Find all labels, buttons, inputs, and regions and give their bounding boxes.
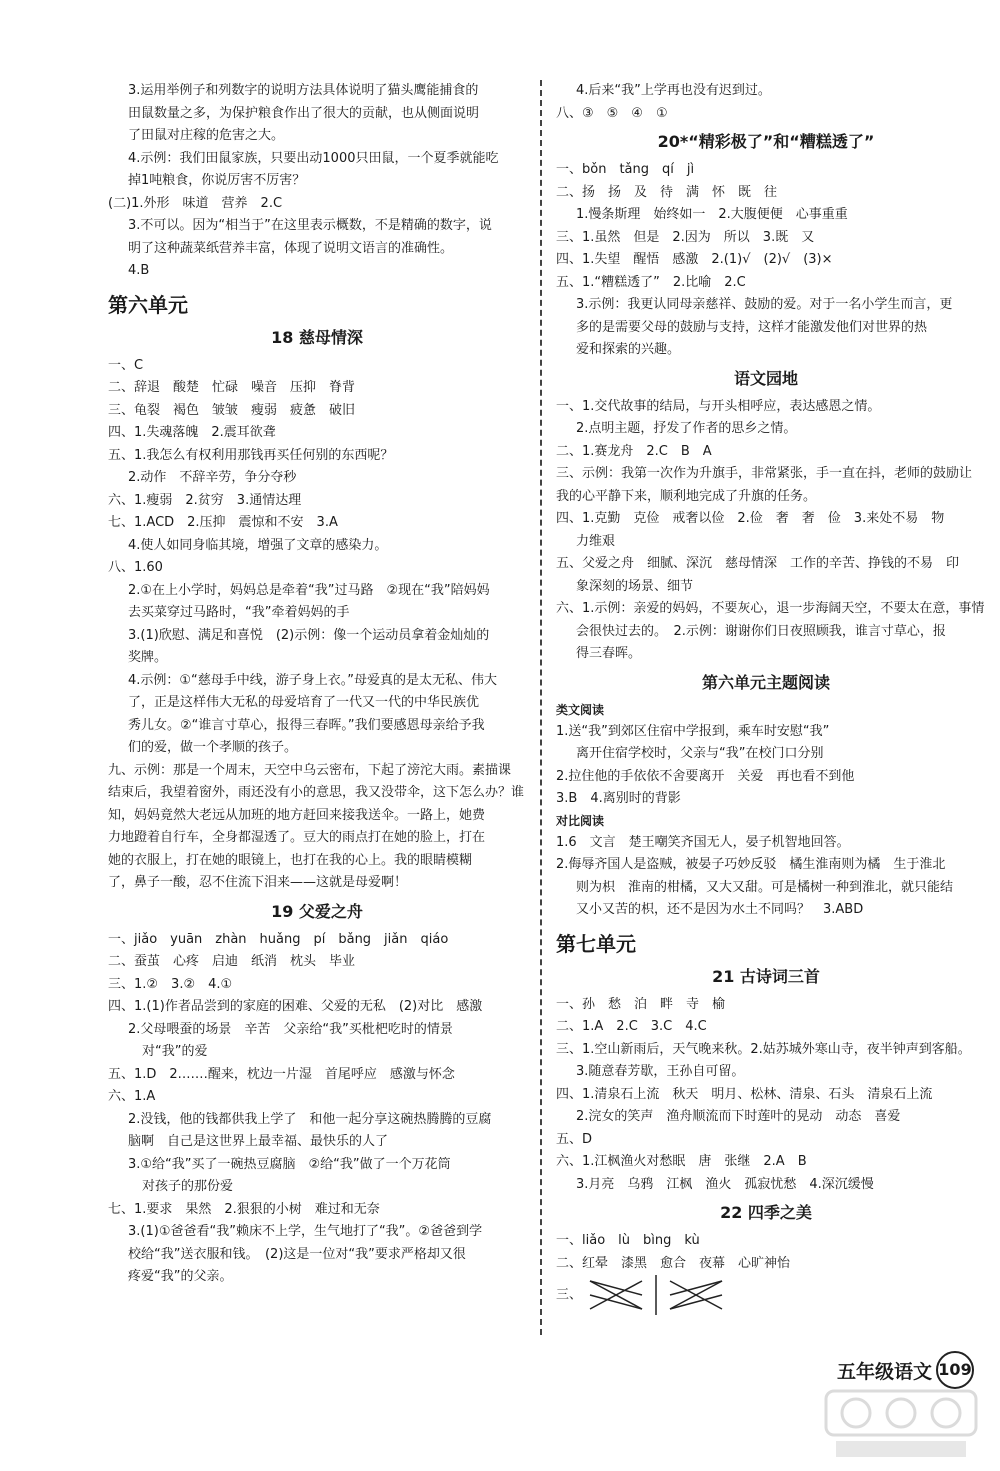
answer-line: 一、C	[108, 357, 144, 373]
answer-line: 五、父爱之舟 细腻、深沉 慈母情深 工作的辛苦、挣钱的不易 印	[556, 556, 960, 571]
answer-line: 力地蹬着自行车，全身都湿透了。豆大的雨点打在她的脸上，打在	[108, 830, 486, 845]
answer-line: 3.月亮 乌鸦 江枫 渔火 孤寂忧愁 4.深沉缓慢	[576, 1176, 874, 1192]
answer-line: 1.慢条斯理 始终如一 2.大腹便便 心事重重	[576, 207, 848, 222]
answer-line: 3.不可以。因为“相当于”在这里表示概数，不是精确的数字，说	[128, 218, 492, 233]
answer-line: 去买菜穿过马路时，“我”牵着妈妈的手	[128, 605, 350, 620]
answer-line: 她的衣服上，打在她的眼镜上，也打在我的心上。我的眼睛模糊	[108, 852, 473, 868]
answer-line: 1.6 文言 楚王嘲笑齐国无人，晏子机智地回答。	[556, 834, 850, 850]
answer-line: 对孩子的那份爱	[142, 1179, 234, 1194]
answer-line: 二、红晕 漆黑 愈合 夜幕 心旷神怡	[556, 1255, 791, 1271]
page-footer	[837, 1351, 974, 1389]
watermark-logo	[816, 1385, 986, 1465]
answer-line: 得三春晖。	[576, 646, 642, 661]
answer-line: 八、③ ⑤ ④ ①	[556, 105, 668, 121]
answer-line: 知，妈妈竟然大老远从加班的地方赶回来接我送伞。一路上，她费	[108, 807, 486, 823]
answer-line: 一、1.交代故事的结局，与开头相呼应，表达感恩之情。	[556, 398, 881, 414]
answer-line: 秀儿女。②“谁言寸草心，报得三春晖。”我们要感恩母亲给予我	[128, 717, 485, 733]
lesson-title: 22 四季之美	[720, 1203, 812, 1222]
answer-line: 四、1.失魂落魄 2.震耳欲聋	[108, 425, 276, 440]
answer-line: 对“我”的爱	[142, 1044, 208, 1059]
lesson-title: 18 慈母情深	[271, 327, 363, 347]
answer-line: 八、1.60	[108, 560, 163, 575]
answer-line: 则为枳 淮南的柑橘，又大又甜。可是橘树一种到淮北，就只能结	[576, 879, 954, 895]
answer-line: 一、jiǎo yuān zhàn huǎng pí bǎng jiǎn qiáo	[108, 931, 449, 947]
answer-line: 4.示例：我们田鼠家族，只要出动1000只田鼠，一个夏季就能吃	[128, 150, 499, 166]
answer-line: 四、1.克勤 克俭 戒奢以俭 2.俭 奢 奢 俭 3.来处不易 物	[556, 511, 945, 526]
answer-line: 三、示例：我第一次作为升旗手，非常紧张，手一直在抖，老师的鼓励让	[556, 466, 973, 481]
answer-line: 二、1.A 2.C 3.C 4.C	[556, 1019, 707, 1034]
answer-line: 会很快过去的。 2.示例：谢谢你们日夜照顾我，谁言寸草心，报	[576, 623, 946, 639]
answer-line: 五、1.我怎么有权利用那钱再买任何别的东西呢？	[108, 447, 394, 463]
answer-line: 3.示例：我更认同母亲慈祥、鼓励的爱。对于一名小学生而言，更	[576, 297, 953, 312]
answer-line: 二、蚕茧 心疼 启迪 纸消 枕头 毕业	[108, 954, 356, 969]
answer-line: 象深刻的场景、细节	[576, 578, 694, 594]
unit-heading: 第六单元	[108, 292, 188, 317]
answer-line: 2.拉住他的手依依不舍要离开 关爱 再也看不到他	[556, 768, 855, 784]
answer-line: 五、D	[556, 1131, 593, 1147]
answer-line: 4.示例：①“慈母手中线，游子身上衣。”母爱真的是太无私、伟大	[128, 672, 498, 688]
answer-line: 掉1吨粮食，你说厉害不厉害？	[128, 173, 306, 188]
lesson-title: 语文园地	[733, 368, 798, 388]
answer-line: 六、1.瘦弱 2.贫穷 3.通情达理	[108, 492, 302, 508]
answer-line: 四、1.清泉石上流 秋天 明月、松林、清泉、石头 清泉石上流	[556, 1086, 933, 1102]
answer-line: 3.①给“我”买了一碗热豆腐脑 ②给“我”做了一个万花筒	[128, 1156, 451, 1172]
answer-line: 五、1.“糟糕透了” 2.比喻 2.C	[556, 274, 746, 290]
answer-line: 一、bǒn tǎng qí jì	[556, 162, 695, 177]
answer-line: 三、龟裂 褐色 皱皱 瘦弱 疲惫 破旧	[108, 402, 356, 418]
answer-line: 疼爱“我”的父亲。	[128, 1269, 233, 1284]
answer-line: 爱和探索的兴趣。	[576, 342, 681, 357]
answer-line: 4.使人如同身临其境，增强了文章的感染力。	[128, 537, 388, 553]
answer-line: 四、1.(1)作者品尝到的家庭的困难、父爱的无私 (2)对比 感激	[108, 999, 483, 1014]
answer-line: 3.B 4.离别时的背影	[556, 791, 681, 806]
answer-line: 三、1.② 3.② 4.①	[108, 976, 233, 992]
answer-line: 七、1.要求 果然 2.狠狠的小树 难过和无奈	[108, 1201, 380, 1217]
matching-answer	[556, 1275, 976, 1315]
answer-line: 了，正是这样伟大无私的母爱培育了一代又一代的中华民族优	[128, 695, 480, 710]
unit-heading: 第七单元	[556, 931, 636, 956]
answer-line: 2.①在上小学时，妈妈总是牵着“我”过马路 ②现在“我”陪妈妈	[128, 582, 490, 598]
lesson-title: 19 父爱之舟	[271, 901, 363, 921]
answer-line: 二、扬 扬 及 待 满 怀 既 往	[556, 184, 778, 200]
answer-line: 力维艰	[576, 533, 616, 549]
column-divider	[540, 80, 542, 1335]
answer-line: 七、1.ACD 2.压抑 震惊和不安 3.A	[108, 515, 338, 530]
answer-label: 三、	[556, 1287, 583, 1303]
matching-lines-diagram	[582, 1275, 732, 1315]
answer-line: 一、liǎo lù bìng kù	[556, 1233, 700, 1248]
answer-line: 了，鼻子一酸，忍不住流下泪来——这就是母爱啊！	[108, 875, 408, 890]
lesson-title: 第六单元主题阅读	[701, 672, 830, 692]
answer-line: 四、1.失望 醒悟 感激 2.(1)√ (2)√ (3)×	[556, 252, 833, 267]
left-column	[108, 80, 526, 1289]
answer-line: 3.运用举例子和列数字的说明方法具体说明了猫头鹰能捕食的	[128, 83, 479, 98]
lesson-title: 20*“精彩极了”和“糟糕透了”	[657, 132, 875, 151]
answer-line: 校给“我”送衣服和钱。 (2)这是一位对“我”要求严格却又很	[128, 1246, 466, 1262]
answer-line: 结束后，我望着窗外，雨还没有小的意思，我又没带伞，这下怎么办？谁	[108, 785, 525, 800]
answer-line: 明了这种蔬菜纸营养丰富，体现了说明文语言的准确性。	[128, 240, 454, 256]
answer-line: 多的是需要父母的鼓励与支持，这样才能激发他们对世界的热	[576, 319, 928, 335]
answer-line: 1.送“我”到郊区住宿中学报到，乘车时安慰“我”	[556, 723, 830, 739]
answer-line: 我的心平静下来，顺利地完成了升旗的任务。	[556, 488, 817, 504]
answer-line: 2.动作 不辞辛劳，争分夺秒	[128, 470, 297, 485]
answer-line: 又小又苦的枳，还不是因为水土不同吗？ 3.ABD	[576, 902, 864, 917]
answer-line: 2.浣女的笑声 渔舟顺流而下时莲叶的晃动 动态 喜爱	[576, 1109, 901, 1124]
answer-line: 了田鼠对庄稼的危害之大。	[128, 128, 285, 143]
answer-line: 离开住宿学校时，父亲与“我”在校门口分别	[576, 746, 824, 761]
answer-line: 九、示例：那是一个周末，天空中乌云密布，下起了滂沱大雨。素描课	[108, 762, 512, 778]
answer-line: 二、辞退 酸楚 忙碌 噪音 压抑 脊背	[108, 380, 356, 395]
right-column	[556, 80, 985, 1315]
answer-line: 2.侮辱齐国人是盗贼，被晏子巧妙反驳 橘生淮南则为橘 生于淮北	[556, 857, 946, 872]
answer-line: 们的爱，做一个孝顺的孩子。	[128, 740, 298, 755]
answer-line: 一、孙 愁 泊 畔 寺 榆	[556, 996, 726, 1012]
answer-line: 六、1.示例：亲爱的妈妈，不要灰心，退一步海阔天空，不要太在意，事情	[556, 601, 985, 616]
answer-line: 五、1.D 2.……醒来，枕边一片湿 首尾呼应 感激与怀念	[108, 1066, 455, 1082]
answer-line: 2.父母喂蚕的场景 辛苦 父亲给“我”买枇杷吃时的情景	[128, 1021, 453, 1037]
answer-line: 脑啊 自己是这世界上最幸福、最快乐的人了	[128, 1134, 389, 1149]
footer-label: 五年级语文	[836, 1360, 932, 1383]
section-subheading: 对比阅读	[556, 813, 605, 828]
answer-line: 2.没钱，他的钱都供我上学了 和他一起分享这碗热腾腾的豆腐	[128, 1111, 492, 1127]
answer-line: 3.随意春芳歇，王孙自可留。	[576, 1064, 745, 1079]
answer-line: 二、1.赛龙舟 2.C B A	[556, 443, 712, 459]
answer-line: 4.后来“我”上学再也没有迟到过。	[576, 83, 771, 98]
answer-line: 2.点明主题，抒发了作者的思乡之情。	[576, 421, 797, 436]
answer-line: 六、1.江枫渔火对愁眠 唐 张继 2.A B	[556, 1154, 807, 1169]
page-number: 109	[936, 1351, 974, 1389]
lesson-title: 21 古诗词三首	[712, 966, 820, 986]
answer-line: 三、1.虽然 但是 2.因为 所以 3.既 又	[556, 229, 815, 245]
section-subheading: 类文阅读	[556, 702, 605, 717]
answer-line: 三、1.空山新雨后，天气晚来秋。2.姑苏城外寒山寺，夜半钟声到客船。	[556, 1041, 971, 1057]
answer-line: 田鼠数量之多，为保护粮食作出了很大的贡献，也从侧面说明	[128, 105, 480, 121]
answer-line: (二)1.外形 味道 营养 2.C	[108, 195, 283, 211]
answer-line: 六、1.A	[108, 1089, 156, 1104]
answer-line: 奖牌。	[128, 650, 168, 665]
answer-line: 3.(1)欣慰、满足和喜悦 (2)示例：像一个运动员拿着金灿灿的	[128, 627, 490, 643]
answer-line: 3.(1)①爸爸看“我”赖床不上学，生气地打了“我”。②爸爸到学	[128, 1224, 483, 1239]
answer-line: 4.B	[128, 263, 150, 278]
